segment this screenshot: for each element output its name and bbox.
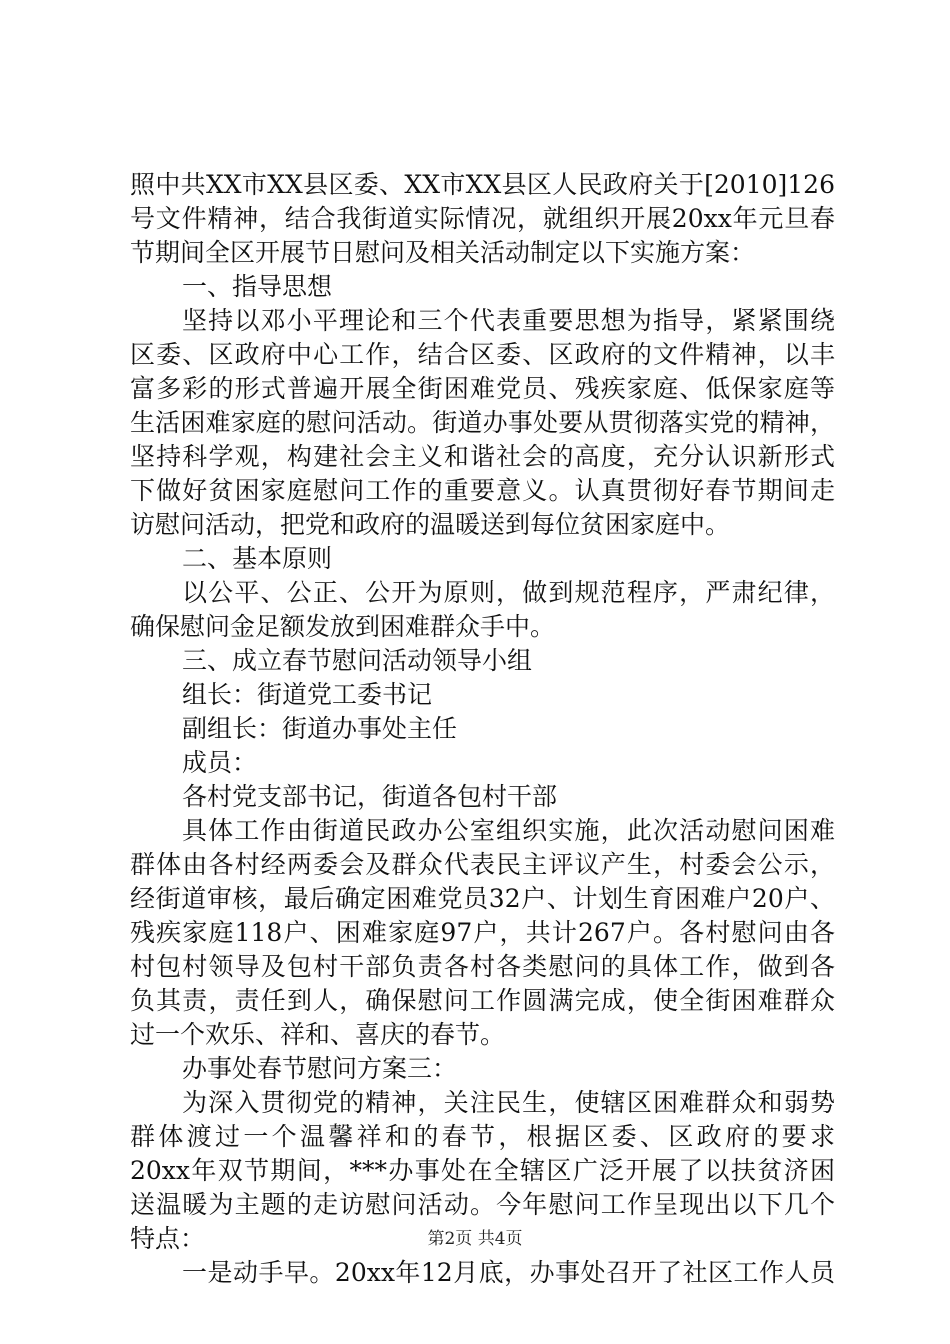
paragraph-line: 组长：街道党工委书记 (182, 680, 433, 709)
paragraph-line: 一是动手早。20xx年12月底，办事处召开了社区工作人员 (182, 1258, 835, 1287)
paragraph-line: 一、指导思想 (182, 272, 333, 301)
paragraph-line: 成员： (182, 748, 258, 777)
paragraph-line: 区委、区政府中心工作，结合区委、区政府的文件精神，以丰 (130, 340, 835, 369)
paragraph-line: 坚持科学观，构建社会主义和谐社会的高度，充分认识新形式 (130, 442, 835, 471)
paragraph-line: 各村党支部书记，街道各包村干部 (182, 782, 558, 811)
paragraph-line: 办事处春节慰问方案三： (182, 1054, 458, 1083)
paragraph-line: 村包村领导及包村干部负责各村各类慰问的具体工作，做到各 (130, 952, 835, 981)
paragraph-line: 副组长：街道办事处主任 (182, 714, 458, 743)
paragraph-line: 具体工作由街道民政办公室组织实施，此次活动慰问困难 (182, 816, 835, 845)
paragraph-line: 经街道审核，最后确定困难党员32户、计划生育困难户20户、 (130, 884, 835, 913)
paragraph-line: 为深入贯彻党的精神，关注民生，使辖区困难群众和弱势 (182, 1088, 835, 1117)
paragraph-line: 二、基本原则 (182, 544, 333, 573)
paragraph-line: 过一个欢乐、祥和、喜庆的春节。 (130, 1020, 506, 1049)
paragraph-line: 三、成立春节慰问活动领导小组 (182, 646, 533, 675)
paragraph-line: 送温暖为主题的走访慰问活动。今年慰问工作呈现出以下几个 (130, 1190, 835, 1219)
page-footer: 第2页 共4页 (427, 1229, 523, 1249)
paragraph-line: 确保慰问金足额发放到困难群众手中。 (130, 612, 556, 641)
paragraph-line: 节期间全区开展节日慰问及相关活动制定以下实施方案： (130, 238, 756, 267)
paragraph-line: 访慰问活动，把党和政府的温暖送到每位贫困家庭中。 (130, 510, 731, 539)
paragraph-line: 照中共XX市XX县区委、XX市XX县区人民政府关于[2010]126 (130, 170, 835, 199)
paragraph-line: 20xx年双节期间，***办事处在全辖区广泛开展了以扶贫济困 (130, 1156, 835, 1185)
paragraph-line: 生活困难家庭的慰问活动。街道办事处要从贯彻落实党的精神， (130, 408, 835, 437)
paragraph-line: 群体渡过一个温馨祥和的春节，根据区委、区政府的要求 (130, 1122, 835, 1151)
paragraph-line: 号文件精神，结合我街道实际情况，就组织开展20xx年元旦春 (130, 204, 835, 233)
paragraph-line: 残疾家庭118户、困难家庭97户，共计267户。各村慰问由各 (130, 918, 835, 947)
paragraph-line: 以公平、公正、公开为原则，做到规范程序，严肃纪律， (182, 578, 835, 607)
paragraph-line: 富多彩的形式普遍开展全街困难党员、残疾家庭、低保家庭等 (130, 374, 835, 403)
paragraph-line: 负其责，责任到人，确保慰问工作圆满完成，使全街困难群众 (130, 986, 835, 1015)
paragraph-line: 坚持以邓小平理论和三个代表重要思想为指导，紧紧围绕 (182, 306, 835, 335)
paragraph-line: 群体由各村经两委会及群众代表民主评议产生，村委会公示， (130, 850, 835, 879)
paragraph-line: 特点： (130, 1224, 206, 1253)
paragraph-line: 下做好贫困家庭慰问工作的重要意义。认真贯彻好春节期间走 (130, 476, 835, 505)
